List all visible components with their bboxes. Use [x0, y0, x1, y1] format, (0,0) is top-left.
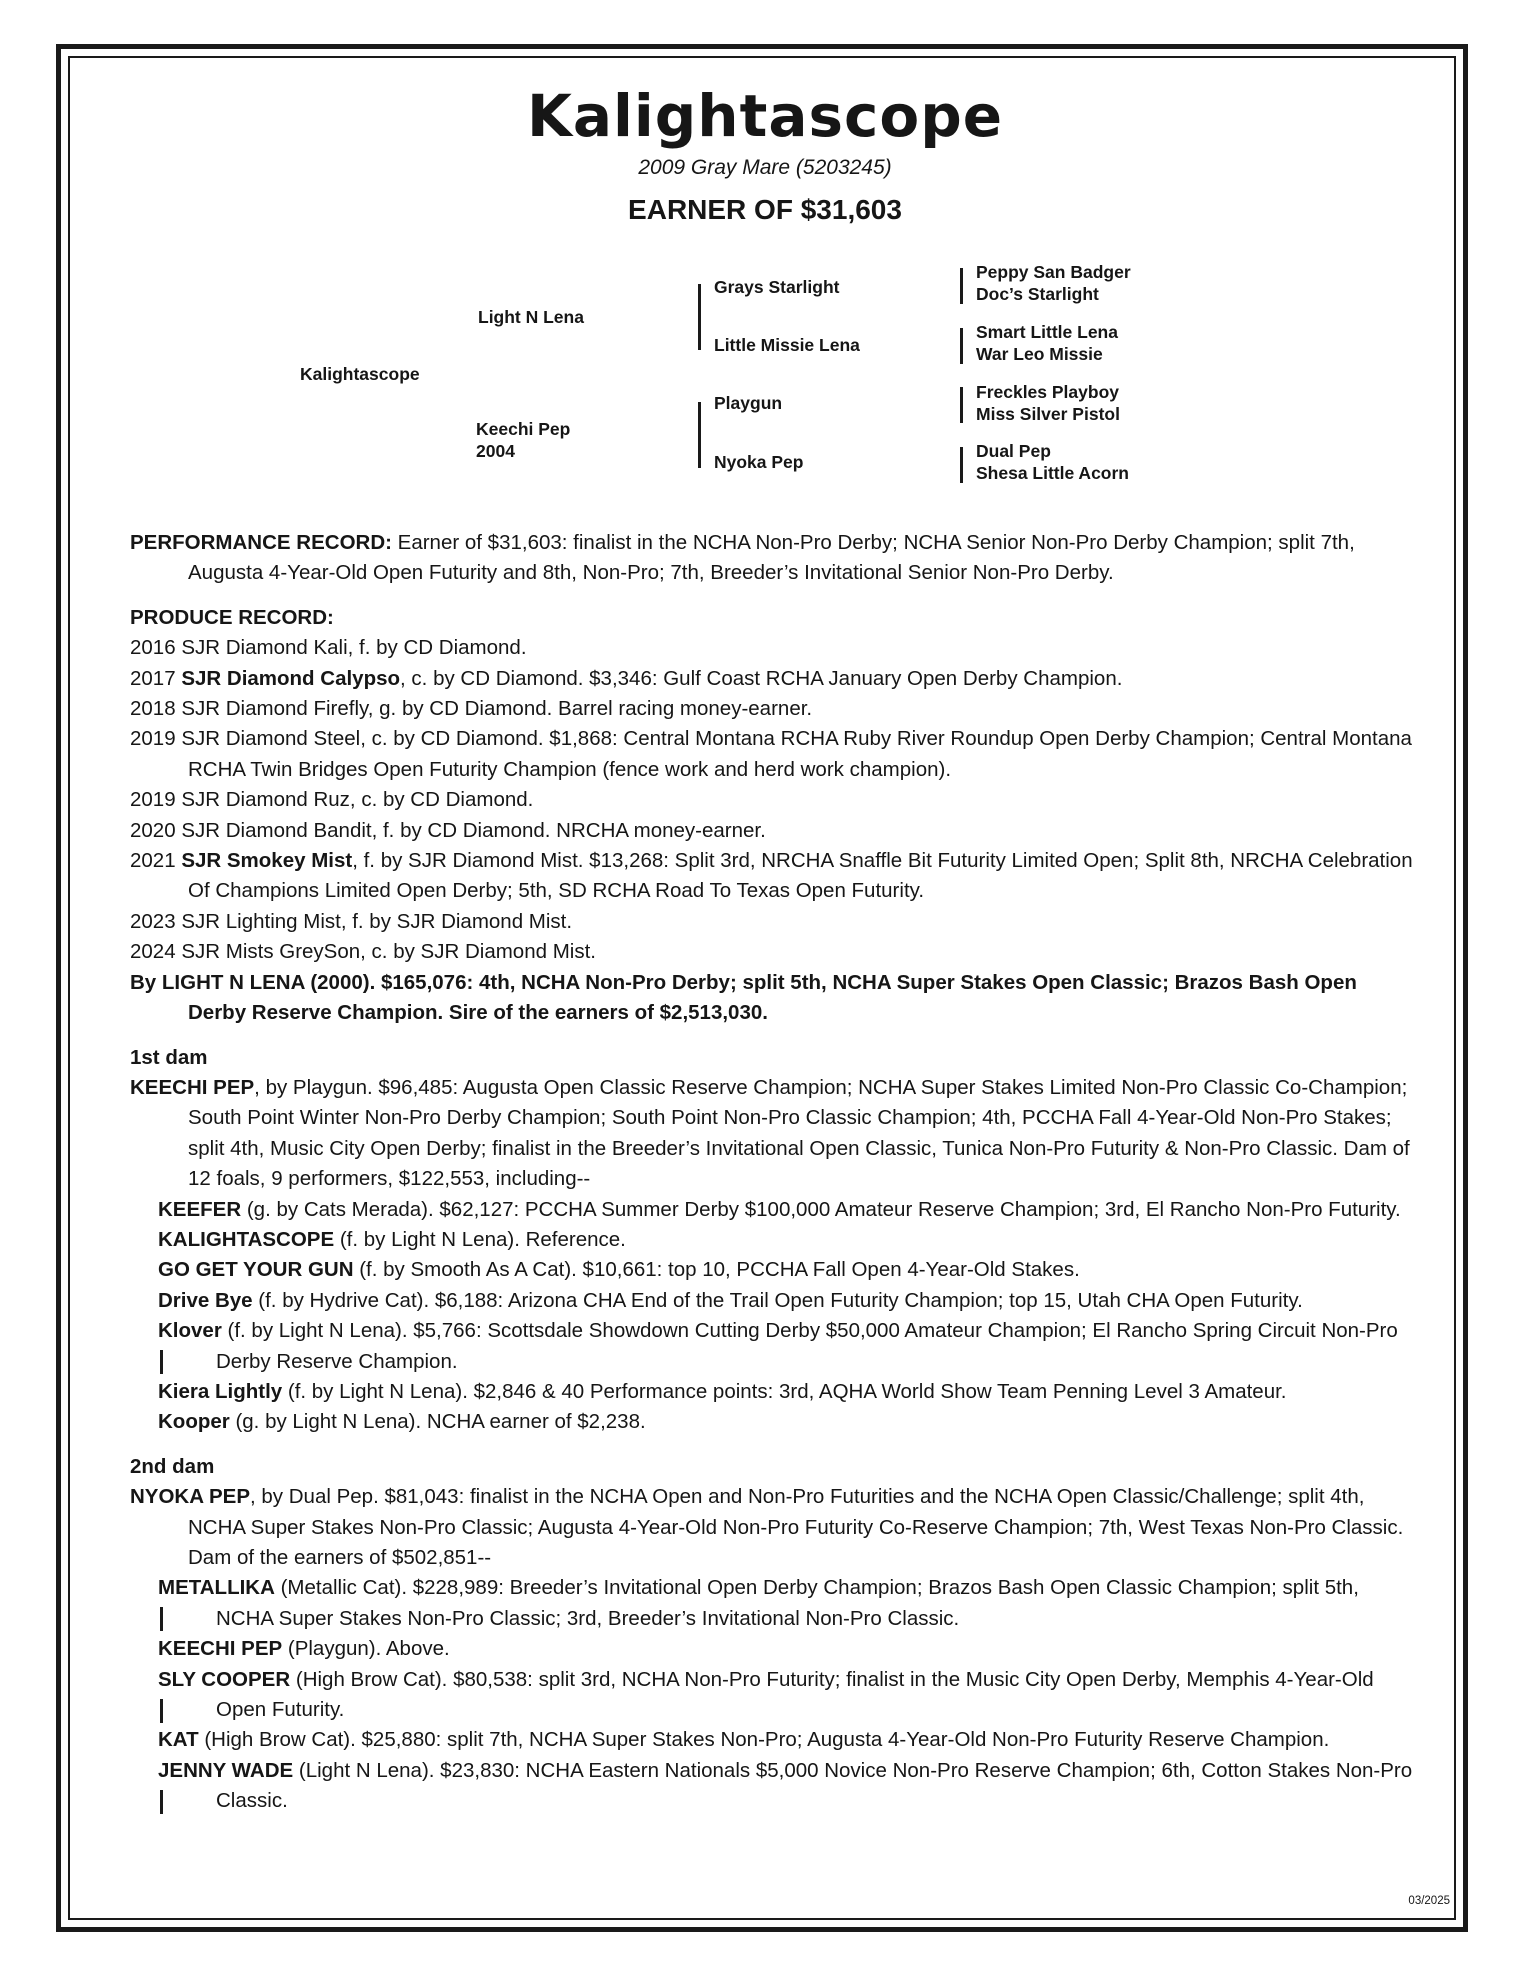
produce-detail: SJR Diamond Ruz, c. by CD Diamond. [181, 788, 534, 812]
progeny-detail: (Playgun). Above. [282, 1637, 450, 1661]
continuation-bar [160, 1699, 163, 1723]
progeny-detail: (High Brow Cat). $25,880: split 7th, NCHA Super Stakes Non-Pro; Augusta 4-Year-Old Non-Pro Futurity Reserve Champion. [198, 1728, 1330, 1752]
pedigree-sire-dam: Little Missie Lena [714, 335, 860, 355]
pedigree-gg: Shesa Little Acorn [976, 463, 1129, 483]
pedigree-gg: Peppy San Badger [976, 262, 1131, 282]
produce-item [130, 785, 1420, 815]
progeny-name: Klover [158, 1319, 222, 1343]
pedigree-great-grandparents-3 [976, 381, 1120, 425]
progeny-detail: (High Brow Cat). $80,538: split 3rd, NCHA Non-Pro Futurity; finalist in the Music City Open Derby, Memphis 4-Year-Old Open Futurity. [216, 1667, 1374, 1722]
progeny-detail: (f. by Smooth As A Cat). $10,661: top 10, PCCHA Fall Open 4-Year-Old Stakes. [353, 1258, 1080, 1282]
pedigree-dam-sire: Playgun [714, 393, 783, 413]
progeny-item [130, 1725, 1420, 1755]
pedigree-gg: Doc’s Starlight [976, 284, 1099, 304]
second-dam-record [130, 1482, 1420, 1573]
pedigree-gg: Smart Little Lena [976, 322, 1118, 342]
produce-detail: SJR Diamond Firefly, g. by CD Diamond. Barrel racing money-earner. [181, 697, 813, 721]
horse-name: Kalightascope [526, 82, 1004, 150]
progeny-detail: (g. by Light N Lena). NCHA earner of $2,238. [229, 1410, 646, 1434]
pedigree-bracket [698, 284, 701, 350]
first-dam-label: 1st dam [130, 1045, 208, 1069]
performance-record [130, 528, 1420, 589]
progeny-item [130, 1377, 1420, 1407]
performance-record-label: PERFORMANCE RECORD: [130, 531, 392, 554]
produce-year: 2017 [130, 666, 182, 690]
produce-name: SJR Smokey Mist [181, 849, 353, 873]
pedigree-gg: Dual Pep [976, 441, 1051, 461]
produce-detail: SJR Mists GreySon, c. by SJR Diamond Mist. [181, 940, 596, 964]
produce-year: 2020 [130, 818, 182, 842]
pedigree-dam-name: Keechi Pep [476, 419, 571, 439]
pedigree-great-grandparents-4 [976, 440, 1129, 484]
pedigree-bracket [960, 447, 963, 483]
produce-detail: SJR Lighting Mist, f. by SJR Diamond Mist. [181, 909, 573, 933]
pedigree-subject: Kalightascope [300, 364, 420, 384]
progeny-name: SLY COOPER [158, 1667, 291, 1691]
produce-item [130, 633, 1420, 663]
progeny-name: GO GET YOUR GUN [158, 1258, 354, 1282]
continuation-bar [160, 1350, 163, 1374]
produce-year: 2019 [130, 727, 182, 751]
performance-record-text: Earner of $31,603: finalist in the NCHA Non-Pro Derby; NCHA Senior Non-Pro Derby Champion; split 7th, Augusta 4-Year-Old Open Futurity and 8th, Non-Pro; 7th, Breeder’s Invitational Senior Non-Pro Derby. [188, 531, 1355, 585]
second-dam-label: 2nd dam [130, 1454, 215, 1478]
progeny-detail: (g. by Cats Merada). $62,127: PCCHA Summer Derby $100,000 Amateur Reserve Champion; 3rd, El Rancho Non-Pro Futurity. [241, 1197, 1401, 1221]
pedigree-bracket [960, 387, 963, 423]
pedigree-sire: Light N Lena [478, 307, 584, 327]
produce-detail: SJR Diamond Kali, f. by CD Diamond. [181, 636, 527, 660]
progeny-detail: (Light N Lena). $23,830: NCHA Eastern Nationals $5,000 Novice Non-Pro Reserve Champion; 6th, Cotton Stakes Non-Pro Classic. [216, 1758, 1413, 1813]
produce-item [130, 907, 1420, 937]
progeny-name: JENNY WADE [158, 1758, 294, 1782]
sire-summary: By LIGHT N LENA (2000). $165,076: 4th, NCHA Non-Pro Derby; split 5th, NCHA Super Stakes Open Classic; Brazos Bash Open Derby Reserve Champion. Sire of the earners of $2,513,030. [130, 970, 1357, 1025]
continuation-bar [160, 1607, 163, 1631]
first-dam-produce-list [130, 1195, 1420, 1438]
produce-year: 2019 [130, 788, 182, 812]
produce-record-label: PRODUCE RECORD: [130, 605, 334, 629]
produce-item [130, 846, 1420, 907]
produce-year: 2024 [130, 940, 182, 964]
produce-year: 2018 [130, 697, 182, 721]
revision-date: 03/2025 [1408, 1895, 1450, 1907]
pedigree-gg: Freckles Playboy [976, 382, 1119, 402]
pedigree-dam-dam: Nyoka Pep [714, 452, 804, 472]
produce-year: 2023 [130, 909, 182, 933]
progeny-name: Kiera Lightly [158, 1379, 283, 1403]
progeny-detail: (f. by Hydrive Cat). $6,188: Arizona CHA End of the Trail Open Futurity Champion; top 15, Utah CHA Open Futurity. [252, 1288, 1303, 1312]
produce-record-list [130, 633, 1420, 967]
produce-year: 2016 [130, 636, 182, 660]
progeny-name: Kooper [158, 1410, 230, 1434]
produce-year: 2021 [130, 849, 182, 873]
progeny-detail: (f. by Light N Lena). $2,846 & 40 Performance points: 3rd, AQHA World Show Team Penning Level 3 Amateur. [282, 1379, 1287, 1403]
pedigree-bracket [960, 268, 963, 304]
first-dam-name: KEECHI PEP [130, 1075, 255, 1099]
pedigree-dam-year: 2004 [476, 441, 515, 461]
progeny-item [130, 1634, 1420, 1664]
pedigree-great-grandparents-1 [976, 261, 1131, 305]
horse-description: 2009 Gray Mare (5203245) [638, 156, 892, 179]
progeny-name: KEEFER [158, 1197, 242, 1221]
progeny-detail: (f. by Light N Lena). Reference. [334, 1227, 626, 1251]
progeny-item [130, 1255, 1420, 1285]
second-dam-produce-list [130, 1573, 1420, 1816]
progeny-name: METALLIKA [158, 1576, 275, 1600]
second-dam-name: NYOKA PEP [130, 1485, 250, 1509]
produce-item [130, 694, 1420, 724]
catalog-body [130, 528, 1420, 1817]
pedigree-gg: Miss Silver Pistol [976, 404, 1120, 424]
produce-detail: SJR Diamond Bandit, f. by CD Diamond. NRCHA money-earner. [181, 818, 766, 842]
progeny-detail: (f. by Light N Lena). $5,766: Scottsdale Showdown Cutting Derby $50,000 Amateur Champion; El Rancho Spring Circuit Non-Pro Derby Reserve Champion. [216, 1319, 1398, 1373]
produce-item [130, 937, 1420, 967]
progeny-item [130, 1286, 1420, 1316]
second-dam-text: , by Dual Pep. $81,043: finalist in the NCHA Open and Non-Pro Futurities and the NCHA Open Classic/Challenge; split 4th, NCHA Super Stakes Non-Pro Classic; Augusta 4-Year-Old Non-Pro Futurity Co-Reserve Champion; 7th, West Texas Non-Pro Classic. Dam of the earners of $502,851-- [188, 1485, 1404, 1569]
produce-name: SJR Diamond Calypso [181, 666, 401, 690]
produce-item [130, 664, 1420, 694]
pedigree-gg: War Leo Missie [976, 344, 1103, 364]
progeny-item [130, 1195, 1420, 1225]
produce-item [130, 816, 1420, 846]
continuation-bar [160, 1790, 163, 1814]
first-dam-record [130, 1073, 1420, 1195]
progeny-item [130, 1573, 1420, 1634]
earnings-headline: EARNER OF $31,603 [628, 194, 902, 225]
pedigree-sire-sire: Grays Starlight [714, 277, 840, 297]
produce-detail: SJR Diamond Steel, c. by CD Diamond. $1,868: Central Montana RCHA Ruby River Roundup Open Derby Champion; Central Montana RCHA Twin Bridges Open Futurity Champion (fence work and herd work champion). [181, 727, 1412, 781]
progeny-name: KAT [158, 1728, 199, 1752]
pedigree-dam [476, 418, 570, 462]
progeny-name: KEECHI PEP [158, 1637, 283, 1661]
pedigree-bracket [698, 402, 701, 468]
progeny-item [130, 1756, 1420, 1817]
produce-detail: , c. by CD Diamond. $3,346: Gulf Coast RCHA January Open Derby Champion. [400, 666, 1123, 690]
progeny-detail: (Metallic Cat). $228,989: Breeder’s Invitational Open Derby Champion; Brazos Bash Open Classic Champion; split 5th, NCHA Super Stakes Non-Pro Classic; 3rd, Breeder’s Invitational Non-Pro Classic. [216, 1576, 1359, 1630]
progeny-item [130, 1316, 1420, 1377]
pedigree-bracket [960, 328, 963, 364]
produce-item [130, 724, 1420, 785]
pedigree-great-grandparents-2 [976, 321, 1118, 365]
progeny-name: KALIGHTASCOPE [158, 1227, 335, 1251]
progeny-item [130, 1407, 1420, 1437]
first-dam-text: , by Playgun. $96,485: Augusta Open Classic Reserve Champion; NCHA Super Stakes Limited Non-Pro Classic Co-Champion; South Point Winter Non-Pro Derby Champion; South Point Non-Pro Classic Champion; 4th, PCCHA Fall 4-Year-Old Non-Pro Stakes; split 4th, Music City Open Derby; finalist in the Breeder’s Invitational Open Classic, Tunica Non-Pro Futurity & Non-Pro Classic. Dam of 12 foals, 9 performers, $122,553, including-- [188, 1075, 1410, 1191]
progeny-item [130, 1665, 1420, 1726]
progeny-name: Drive Bye [158, 1288, 253, 1312]
produce-detail: , f. by SJR Diamond Mist. $13,268: Split 3rd, NRCHA Snaffle Bit Futurity Limited Open; Split 8th, NRCHA Celebration Of Champions Limited Open Derby; 5th, SD RCHA Road To Texas Open Futurity. [188, 849, 1413, 903]
progeny-item [130, 1225, 1420, 1255]
